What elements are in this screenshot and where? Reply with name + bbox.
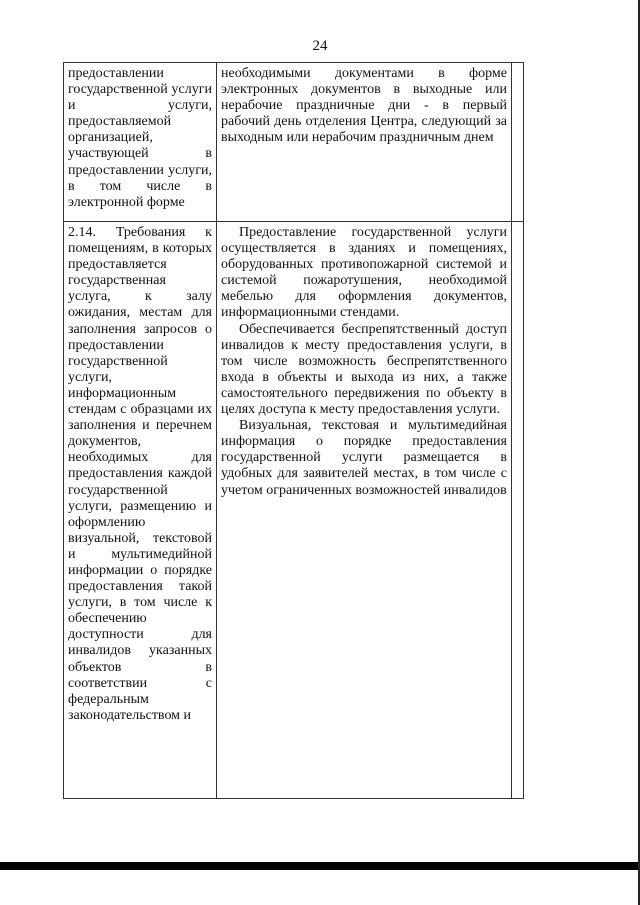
page-number: 24 <box>312 38 328 54</box>
requirement-cell: предоставлении государственной услуги и услуги, предоставляемой организацией, участвующей в предоставлении услуги, в том числе в электронной форме <box>64 63 217 222</box>
table-row <box>64 222 524 799</box>
description-paragraph: Обеспечивается беспрепятственный доступ инвалидов к месту предоставления услуги, в том числе возможность беспрепятственного входа в объекты и выхода из них, а также самостоятельного передвижения по объекту в целях доступа к месту предоставления услуги. <box>221 321 507 418</box>
requirement-cell: 2.14. Требования к помещениям, в которых предоставляется государственная услуга, к залу ожидания, местам для заполнения запросов о предоставлении государственной услуги, информационным стендам с образцами их заполнения и перечнем документов, необходимых для предоставления каждой государственной услуги, размещению и оформлению визуальной, текстовой и мультимедийной информации о порядке предоставления такой услуги, в том числе к обеспечению доступности для инвалидов указанных объектов в соответствии с федеральным законодательством и <box>64 222 217 799</box>
description-paragraph: Предоставление государственной услуги осуществляется в зданиях и помещениях, оборудованных противопожарной системой и системой пожаротушения, необходимой мебелью для оформления документов, информационными стендами. <box>221 225 507 321</box>
description-cell <box>217 63 512 222</box>
notes-cell <box>512 222 524 799</box>
notes-cell <box>512 63 524 222</box>
description-paragraph: необходимыми документами в форме электронных документов в выходные или нерабочие праздничные дни - в первый рабочий день отделения Центра, следующий за выходным или нерабочим праздничным днем <box>221 66 507 146</box>
scan-border <box>0 862 640 870</box>
description-paragraph: Визуальная, текстовая и мультимедийная информация о порядке предоставления государственной услуги размещается в удобных для заявителей местах, в том числе с учетом ограниченных возможностей инвалидов <box>221 418 507 498</box>
table-row <box>64 63 524 222</box>
regulation-table <box>63 62 524 799</box>
description-cell <box>217 222 512 799</box>
